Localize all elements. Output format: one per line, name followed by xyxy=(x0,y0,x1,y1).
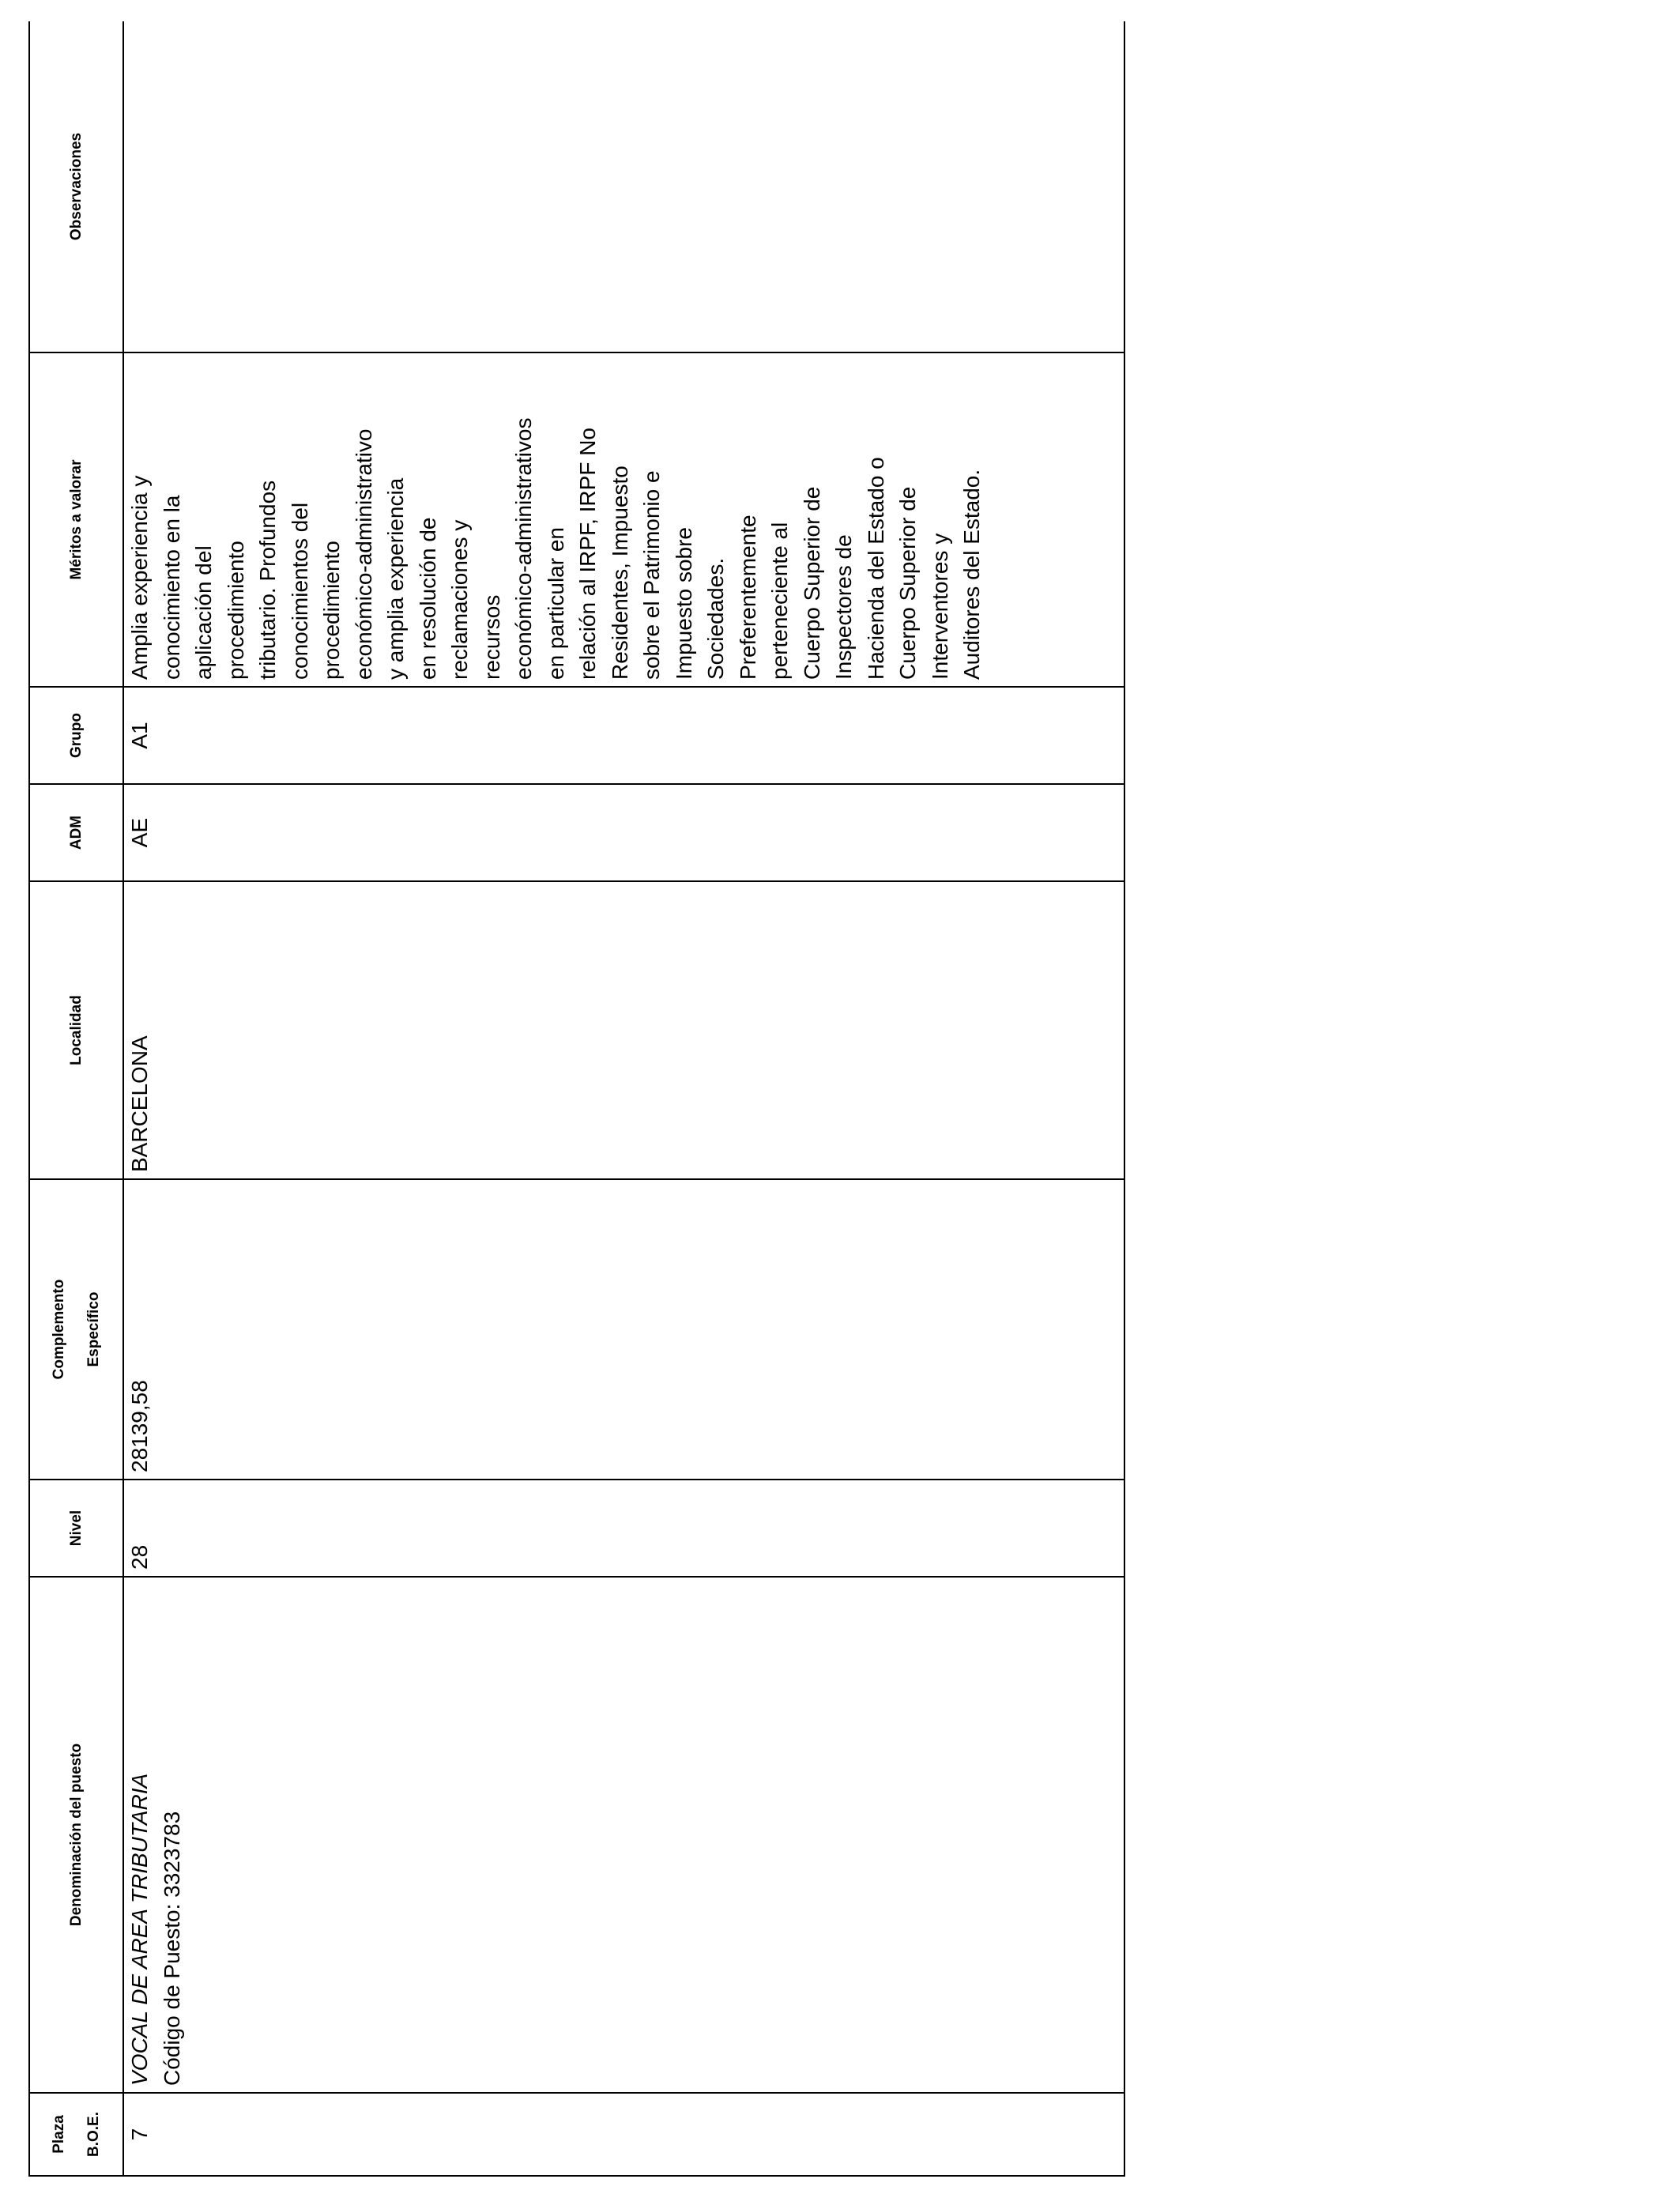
merit-line: recursos xyxy=(479,594,504,680)
merit-line: económico-administrativo xyxy=(351,428,376,680)
header-grupo: Grupo xyxy=(29,687,123,784)
cell-denominacion xyxy=(123,1577,1124,2093)
merit-line: aplicación del xyxy=(191,545,216,680)
merit-line: procedimiento xyxy=(223,541,248,680)
merit-line: en resolución de xyxy=(415,517,440,680)
merit-line: tributario. Profundos xyxy=(255,480,280,680)
merit-line: Cuerpo Superior de xyxy=(799,486,824,680)
merit-line: perteneciente al xyxy=(767,522,792,680)
merit-line: Auditores del Estado. xyxy=(959,469,984,680)
merit-line: sobre el Patrimonio e xyxy=(639,470,664,680)
cell-complemento: 28139,58 xyxy=(123,1179,1124,1480)
merit-line: Residentes, Impuesto xyxy=(607,466,632,680)
merit-line: Preferentemente xyxy=(735,515,760,680)
table-row xyxy=(123,21,1124,2176)
cell-plaza: 7 xyxy=(123,2093,1124,2176)
cell-adm: AE xyxy=(123,784,1124,881)
header-adm: ADM xyxy=(29,784,123,881)
merit-line: económico-administrativos xyxy=(511,417,536,680)
post-code: Código de Puesto: 3323783 xyxy=(159,1811,184,2086)
merit-line: Inspectores de xyxy=(831,534,856,680)
header-meritos: Méritos a valorar xyxy=(29,352,123,687)
header-complemento-line2: Específico xyxy=(85,1291,102,1367)
header-complemento-line1: Complemento xyxy=(50,1279,67,1380)
merit-line: conocimiento en la xyxy=(159,495,184,680)
merit-line: procedimiento xyxy=(319,541,344,680)
header-plaza-line1: Plaza xyxy=(50,2115,67,2154)
header-plaza-line2: B.O.E. xyxy=(85,2112,102,2158)
header-observaciones: Observaciones xyxy=(29,21,123,352)
header-denominacion: Denominación del puesto xyxy=(29,1577,123,2093)
merit-line: reclamaciones y xyxy=(447,519,472,680)
merit-line: conocimientos del xyxy=(287,502,312,680)
merit-line: relación al IRPF, IRPF No xyxy=(575,428,600,680)
merit-line: en particular en xyxy=(543,526,568,680)
post-title: VOCAL DE AREA TRIBUTARIA xyxy=(127,1773,152,2086)
merit-line: Amplia experiencia y xyxy=(127,475,152,680)
merit-line: Sociedades. xyxy=(703,557,728,680)
cell-localidad: BARCELONA xyxy=(123,881,1124,1179)
cell-nivel: 28 xyxy=(123,1480,1124,1577)
merit-line: Impuesto sobre xyxy=(671,527,696,680)
merit-line: Interventores y xyxy=(927,533,952,680)
cell-observaciones xyxy=(123,21,1124,352)
header-row xyxy=(29,21,123,2176)
header-complemento xyxy=(29,1179,123,1480)
cell-grupo: A1 xyxy=(123,687,1124,784)
header-plaza xyxy=(29,2093,123,2176)
cell-meritos xyxy=(123,352,1124,687)
merit-line: y amplia experiencia xyxy=(383,477,408,680)
merit-line: Cuerpo Superior de xyxy=(895,486,920,680)
merit-line: Hacienda del Estado o xyxy=(863,457,888,680)
header-nivel: Nivel xyxy=(29,1480,123,1577)
header-localidad: Localidad xyxy=(29,881,123,1179)
rotated-document-page xyxy=(0,13,1027,2194)
vacancy-table xyxy=(28,21,1125,2177)
